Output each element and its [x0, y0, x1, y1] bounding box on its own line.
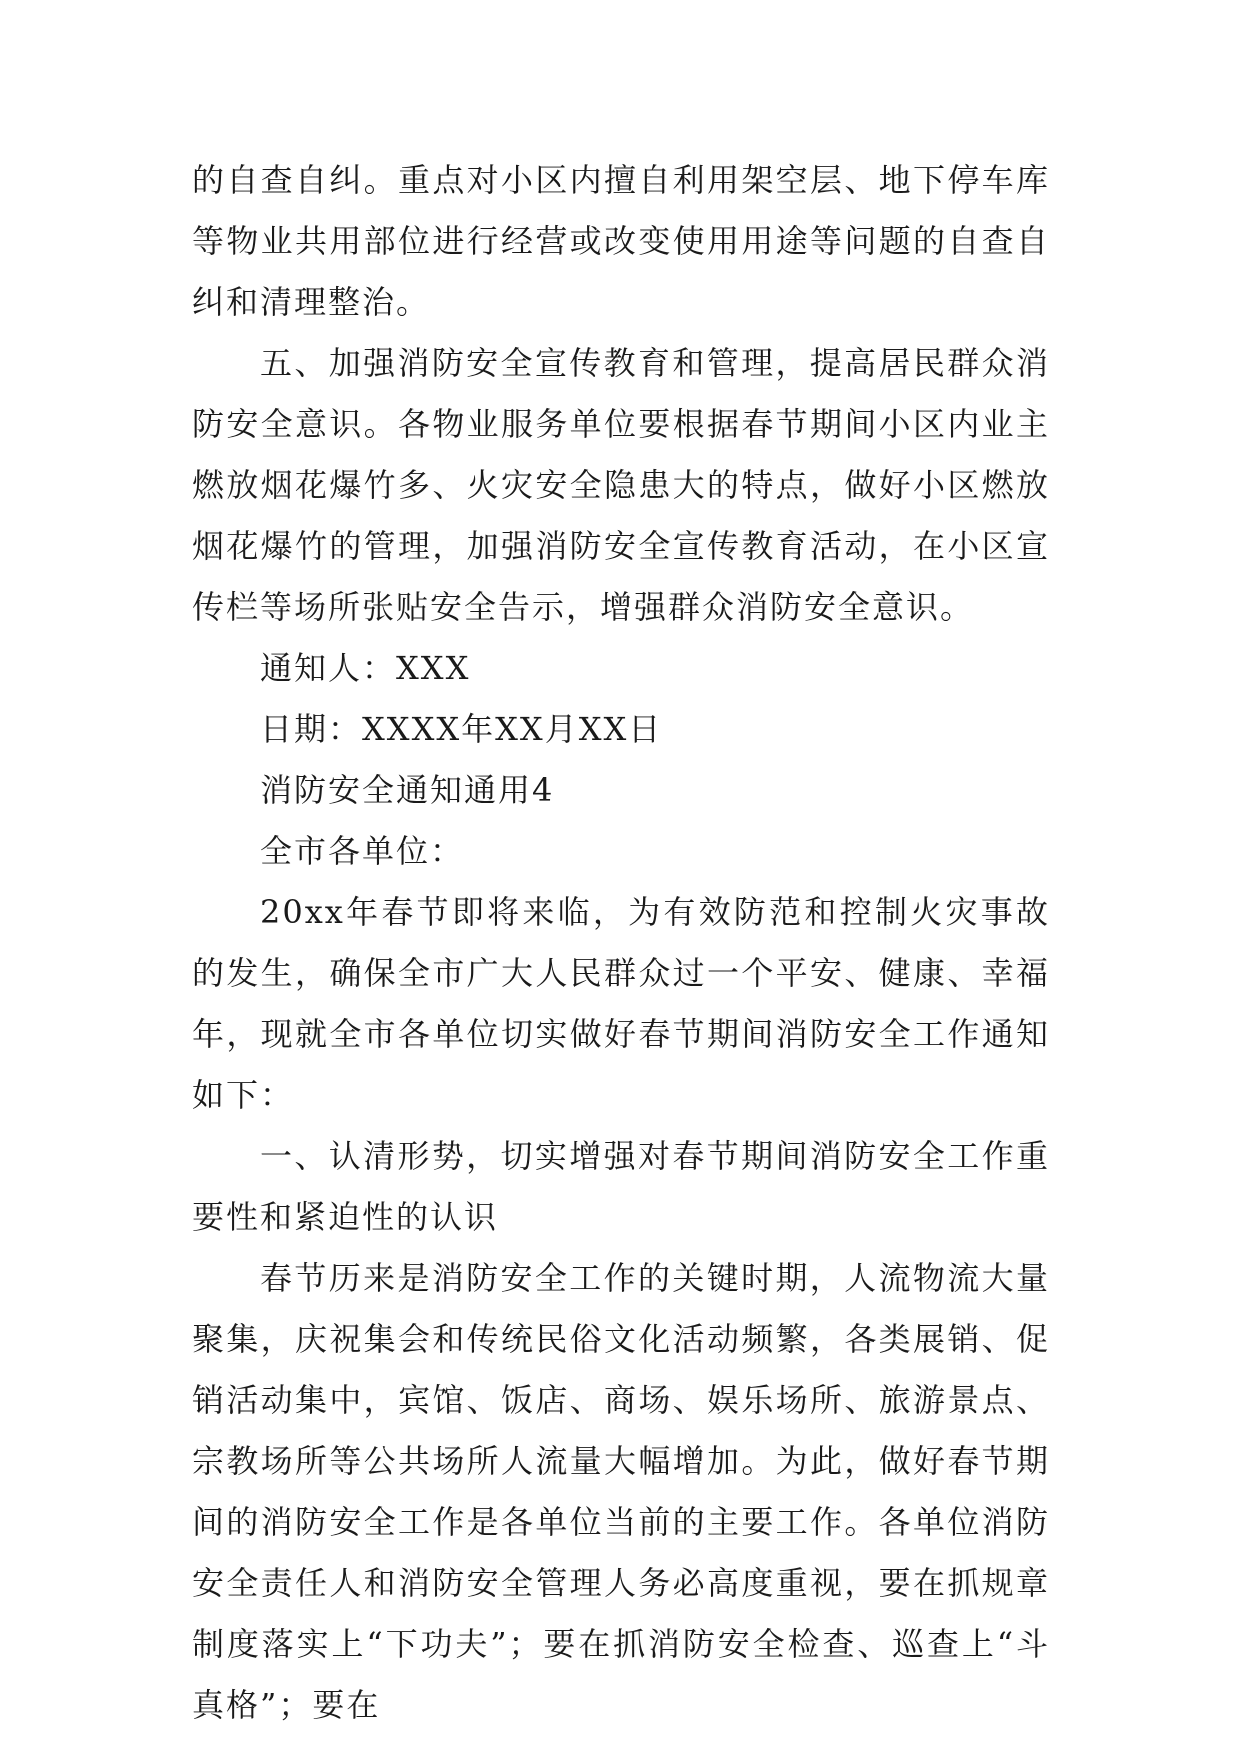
- paragraph-section-five: 五、加强消防安全宣传教育和管理，提高居民群众消防安全意识。各物业服务单位要根据春节期间小区内业主燃放烟花爆竹多、火灾安全隐患大的特点，做好小区燃放烟花爆竹的管理，加强消防安全宣传教育活动，在小区宣传栏等场所张贴安全告示，增强群众消防安全意识。: [192, 344, 1050, 626]
- notice-title: 消防安全通知通用4: [260, 771, 555, 809]
- notifier-line: 通知人：XXX: [260, 649, 471, 687]
- paragraph-intro: 20xx年春节即将来临，为有效防范和控制火灾事故的发生，确保全市广大人民群众过一个平安、健康、幸福年，现就全市各单位切实做好春节期间消防安全工作通知如下：: [192, 893, 1050, 1114]
- document-body: [192, 150, 1050, 1736]
- paragraph-self-inspection: 的自查自纠。重点对小区内擅自利用架空层、地下停车库等物业共用部位进行经营或改变使用用途等问题的自查自纠和清理整治。: [192, 161, 1050, 321]
- date-line: 日期：XXXX年XX月XX日: [260, 710, 663, 748]
- paragraph-spring-festival: 春节历来是消防安全工作的关键时期，人流物流大量聚集，庆祝集会和传统民俗文化活动频繁，各类展销、促销活动集中，宾馆、饭店、商场、娱乐场所、旅游景点、宗教场所等公共场所人流量大幅增加。为此，做好春节期间的消防安全工作是各单位当前的主要工作。各单位消防安全责任人和消防安全管理人务必高度重视，要在抓规章制度落实上“下功夫”；要在抓消防安全检查、巡查上“斗真格”；要在: [192, 1259, 1050, 1724]
- salutation: 全市各单位：: [260, 832, 465, 870]
- section-heading-one: 一、认清形势，切实增强对春节期间消防安全工作重要性和紧迫性的认识: [192, 1137, 1050, 1236]
